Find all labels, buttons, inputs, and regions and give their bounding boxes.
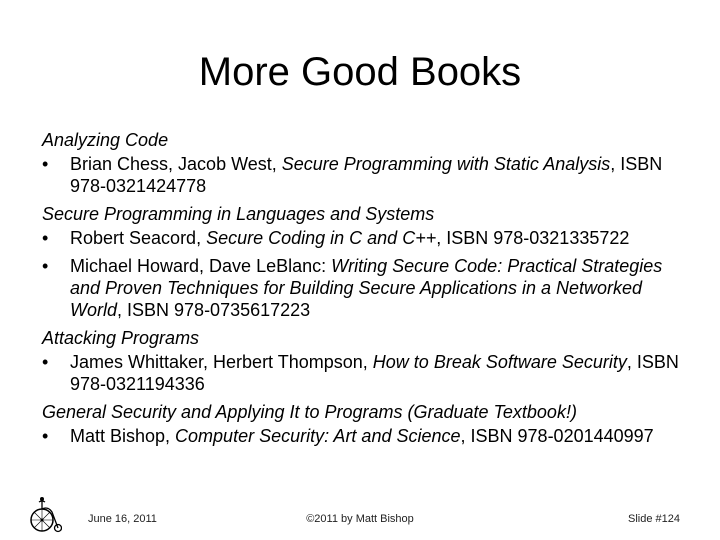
book-isbn: , ISBN 978-0201440997	[460, 426, 654, 446]
book-item	[42, 227, 692, 249]
bullet-icon: •	[42, 352, 49, 372]
book-item	[42, 425, 692, 447]
book-title: Writing Secure Code: Practical Strategies and Proven Techniques for Building Secure Applications in a Networked World	[70, 256, 663, 320]
book-title: How to Break Software Security	[372, 352, 627, 372]
bullet-icon: •	[42, 154, 49, 174]
footer-date: June 16, 2011	[88, 513, 157, 525]
book-isbn: , ISBN 978-0735617223	[117, 300, 311, 320]
slide-title: More Good Books	[198, 50, 522, 94]
bullet-icon: •	[42, 426, 49, 446]
book-item	[42, 351, 692, 395]
book-item	[42, 255, 692, 321]
book-title: Secure Coding in C and C++	[206, 228, 437, 248]
book-list	[42, 127, 692, 453]
book-authors: James Whittaker, Herbert Thompson,	[70, 352, 373, 372]
book-authors: Michael Howard, Dave LeBlanc:	[70, 256, 332, 276]
book-isbn: , ISBN 978-0321194336	[70, 352, 679, 394]
book-authors: Robert Seacord,	[70, 228, 207, 248]
book-title: Secure Programming with Static Analysis	[281, 154, 611, 174]
slide-footer	[0, 509, 720, 529]
bullet-icon: •	[42, 228, 49, 248]
book-authors: Brian Chess, Jacob West,	[70, 154, 282, 174]
book-isbn: , ISBN 978-0321335722	[436, 228, 630, 248]
section-heading-secure-programming: Secure Programming in Languages and Systems	[42, 204, 435, 224]
book-isbn: , ISBN 978-0321424778	[70, 154, 663, 196]
section-heading-general-security: General Security and Applying It to Programs (Graduate Textbook!)	[42, 402, 577, 422]
section-heading-attacking-programs: Attacking Programs	[42, 328, 200, 348]
footer-slide-number: Slide #124	[628, 513, 680, 525]
book-item	[42, 153, 692, 197]
footer-copyright: ©2011 by Matt Bishop	[306, 513, 414, 525]
section-heading-analyzing-code: Analyzing Code	[42, 130, 169, 150]
book-title: Computer Security: Art and Science	[175, 426, 461, 446]
bullet-icon: •	[42, 256, 49, 276]
book-authors: Matt Bishop,	[70, 426, 176, 446]
